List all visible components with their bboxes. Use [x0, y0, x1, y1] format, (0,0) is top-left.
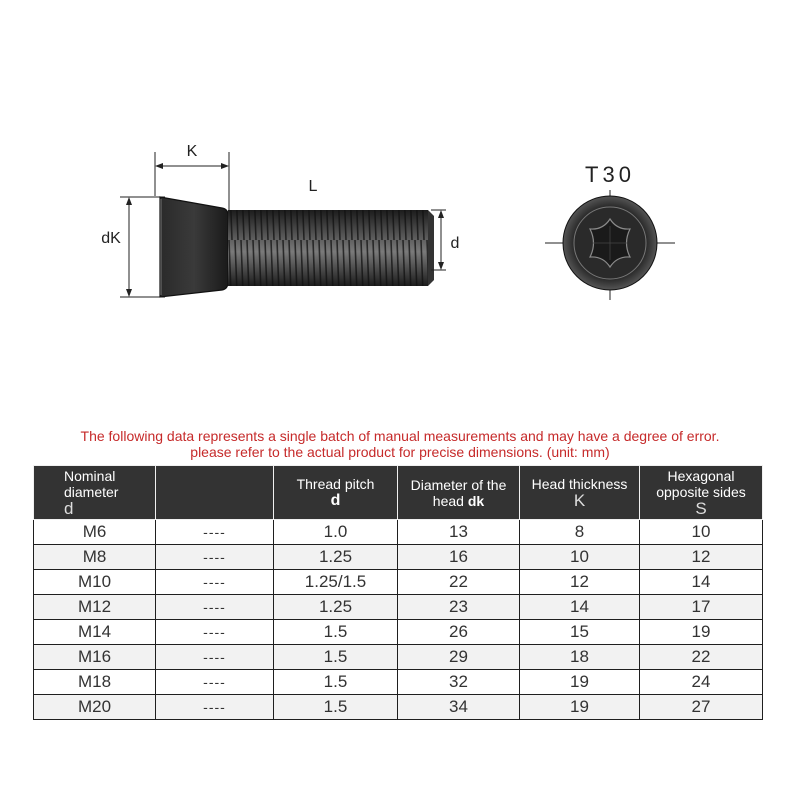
table-header-row — [34, 466, 763, 520]
cell-head-diameter: 16 — [398, 545, 520, 570]
cell-size: M14 — [34, 620, 156, 645]
cell-size: M16 — [34, 645, 156, 670]
notice-line-1: The following data represents a single batch of manual measurements and may have a degree of error. — [80, 428, 720, 444]
cell-hex-sides: 17 — [640, 595, 763, 620]
header-blank — [156, 466, 274, 520]
l-label: L — [308, 178, 318, 195]
header-thread-pitch: Thread pitch d — [274, 466, 398, 520]
screw-head — [160, 197, 228, 297]
cell-hex-sides: 10 — [640, 520, 763, 545]
cell-pitch: 1.25 — [274, 545, 398, 570]
cell-size: M18 — [34, 670, 156, 695]
cell-hex-sides: 19 — [640, 620, 763, 645]
table-row — [34, 645, 763, 670]
cell-blank: ---- — [156, 695, 274, 720]
cell-head-thickness: 14 — [520, 595, 640, 620]
table-row — [34, 695, 763, 720]
cell-head-diameter: 22 — [398, 570, 520, 595]
dk-label: dK — [101, 230, 121, 247]
cell-blank: ---- — [156, 520, 274, 545]
cell-pitch: 1.5 — [274, 620, 398, 645]
table-row — [34, 620, 763, 645]
table-row — [34, 570, 763, 595]
dimension-table — [33, 465, 763, 720]
cell-head-thickness: 8 — [520, 520, 640, 545]
d-label: d — [450, 235, 460, 252]
table-row — [34, 520, 763, 545]
cell-head-thickness: 19 — [520, 695, 640, 720]
header-hex-opposite-sides: Hexagonal opposite sides S — [640, 466, 763, 520]
cell-pitch: 1.5 — [274, 695, 398, 720]
table-row — [34, 545, 763, 570]
cell-pitch: 1.25 — [274, 595, 398, 620]
cell-size: M10 — [34, 570, 156, 595]
cell-size: M20 — [34, 695, 156, 720]
cell-blank: ---- — [156, 570, 274, 595]
table-row — [34, 595, 763, 620]
cell-blank: ---- — [156, 645, 274, 670]
cell-size: M6 — [34, 520, 156, 545]
head-top-view — [545, 190, 675, 300]
cell-hex-sides: 14 — [640, 570, 763, 595]
cell-blank: ---- — [156, 595, 274, 620]
cell-head-diameter: 32 — [398, 670, 520, 695]
cell-head-thickness: 10 — [520, 545, 640, 570]
cell-head-diameter: 29 — [398, 645, 520, 670]
table-row — [34, 670, 763, 695]
cell-head-thickness: 18 — [520, 645, 640, 670]
cell-size: M8 — [34, 545, 156, 570]
cell-hex-sides: 12 — [640, 545, 763, 570]
cell-pitch: 1.5 — [274, 645, 398, 670]
cell-pitch: 1.25/1.5 — [274, 570, 398, 595]
cell-pitch: 1.5 — [274, 670, 398, 695]
cell-blank: ---- — [156, 545, 274, 570]
cell-head-diameter: 23 — [398, 595, 520, 620]
header-head-thickness: Head thickness K — [520, 466, 640, 520]
cell-head-thickness: 15 — [520, 620, 640, 645]
dimension-dk — [120, 197, 165, 297]
cell-blank: ---- — [156, 670, 274, 695]
cell-hex-sides: 24 — [640, 670, 763, 695]
cell-head-diameter: 34 — [398, 695, 520, 720]
header-nominal-diameter: Nominal diameter d — [34, 466, 156, 520]
cell-head-diameter: 26 — [398, 620, 520, 645]
cell-head-diameter: 13 — [398, 520, 520, 545]
cell-size: M12 — [34, 595, 156, 620]
measurement-notice — [0, 428, 800, 460]
cell-head-thickness: 19 — [520, 670, 640, 695]
drive-label: T30 — [585, 162, 635, 187]
cell-hex-sides: 27 — [640, 695, 763, 720]
k-label: K — [186, 143, 198, 160]
header-head-diameter: Diameter of the head dk — [398, 466, 520, 520]
cell-head-thickness: 12 — [520, 570, 640, 595]
screw-shaft — [228, 210, 434, 286]
cell-pitch: 1.0 — [274, 520, 398, 545]
cell-blank: ---- — [156, 620, 274, 645]
cell-hex-sides: 22 — [640, 645, 763, 670]
notice-line-2: please refer to the actual product for precise dimensions. (unit: mm) — [190, 444, 610, 460]
